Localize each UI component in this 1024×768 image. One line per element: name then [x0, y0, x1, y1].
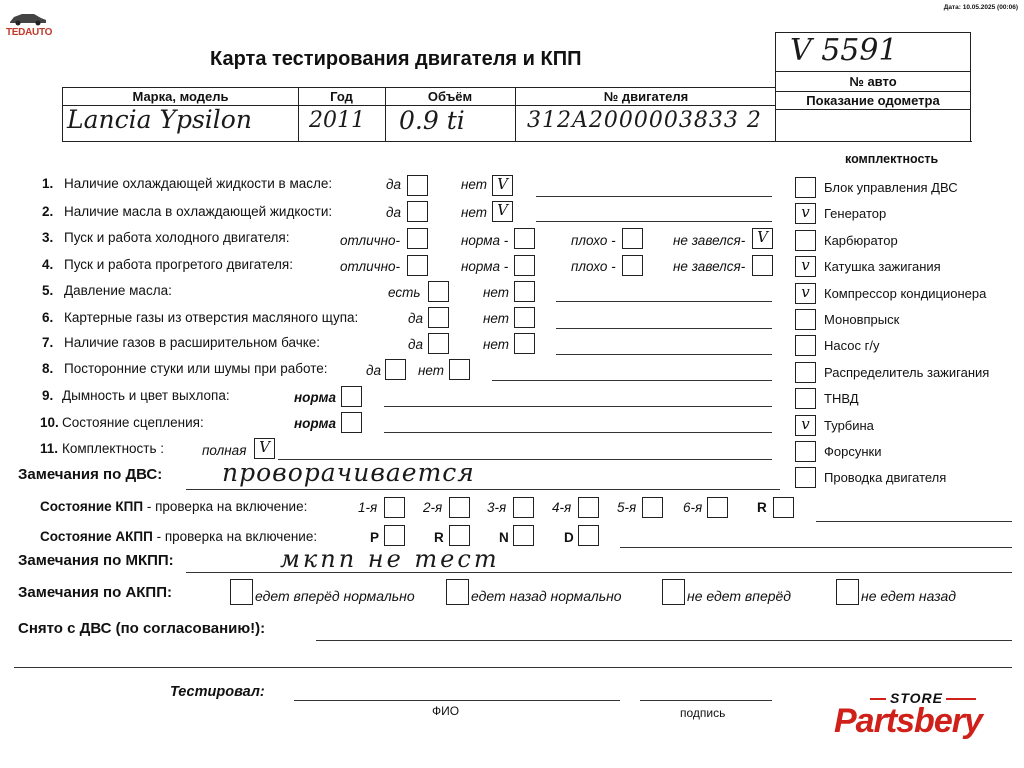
- store-word: STORE: [890, 690, 943, 706]
- remarks-akpp-label: Замечания по АКПП:: [18, 584, 172, 601]
- completeness-item-label: ТНВД: [824, 391, 859, 407]
- completeness-checkbox[interactable]: [795, 362, 816, 383]
- q9-num: 9.: [42, 388, 54, 403]
- removed-label: Снято с ДВС (по согласованию!):: [18, 620, 266, 637]
- completeness-checkbox[interactable]: [795, 441, 816, 462]
- akpp-gear-label: D: [564, 530, 574, 545]
- volume-value: 0.9 ti: [399, 106, 465, 135]
- kpp-gear-label: 5-я: [617, 500, 637, 515]
- q2-no-label: нет: [461, 205, 488, 220]
- q4-num: 4.: [42, 257, 54, 272]
- completeness-checkbox[interactable]: [795, 388, 816, 409]
- kpp-gear-box[interactable]: [578, 497, 599, 518]
- completeness-checkbox[interactable]: [795, 177, 816, 198]
- akpp-gear-box[interactable]: [384, 525, 405, 546]
- q3-opt4-box[interactable]: V: [752, 228, 773, 249]
- completeness-item-label: Моновпрыск: [824, 312, 900, 327]
- remarks-dvs-value: проворачивается: [222, 458, 475, 487]
- q2-text: Наличие масла в охлаждающей жидкости:: [64, 204, 333, 219]
- q3-text: Пуск и работа холодного двигателя:: [64, 230, 290, 245]
- fio-label: ФИО: [432, 704, 460, 718]
- q8-yes-label: да: [366, 363, 381, 378]
- kpp-gear-box[interactable]: [773, 497, 794, 518]
- q9-opt-label: норма: [294, 390, 336, 405]
- remarks-mkpp-value: мкпп не тест: [280, 545, 500, 573]
- kpp-gear-box[interactable]: [513, 497, 534, 518]
- car-icon: [8, 10, 48, 26]
- q5-text: Давление масла:: [64, 283, 172, 298]
- akpp-remark-checkbox[interactable]: [446, 579, 469, 605]
- q3-opt4-label: не завелся-: [673, 233, 746, 248]
- q1-yes-label: да: [386, 177, 401, 192]
- q10-num: 10.: [40, 415, 59, 430]
- completeness-item-label: Проводка двигателя: [824, 470, 947, 486]
- q3-num: 3.: [42, 230, 54, 245]
- q1-yes-box[interactable]: [407, 175, 428, 196]
- completeness-item-label: Блок управления ДВС: [824, 180, 958, 195]
- completeness-checkbox[interactable]: v: [795, 415, 816, 436]
- kpp-gear-label: R: [757, 500, 767, 515]
- completeness-checkbox[interactable]: [795, 467, 816, 488]
- completeness-item-label: Насос г/у: [824, 338, 880, 354]
- kpp-gear-box[interactable]: [449, 497, 470, 518]
- auto-number-value: V 5591: [790, 33, 898, 68]
- tested-label: Тестировал:: [170, 684, 265, 700]
- q3-opt2-label: норма -: [461, 233, 509, 248]
- q6-text: Картерные газы из отверстия масляного щупа:: [64, 310, 359, 325]
- kpp-gear-label: 2-я: [423, 500, 443, 515]
- akpp-remark-label: едет вперёд нормально: [255, 588, 415, 604]
- akpp-suffix: - проверка на включение:: [156, 529, 318, 544]
- q2-no-box[interactable]: V: [492, 201, 513, 222]
- col-model: Марка, модель: [132, 89, 229, 104]
- q4-opt1-label: отлично-: [340, 259, 400, 274]
- q4-opt3-box[interactable]: [622, 255, 643, 276]
- auto-number-label: № авто: [849, 74, 897, 89]
- kpp-gear-label: 4-я: [552, 500, 572, 515]
- q10-text: Состояние сцепления:: [62, 415, 204, 430]
- q7-yes-label: да: [408, 337, 423, 352]
- completeness-checkbox[interactable]: [795, 309, 816, 330]
- akpp-gear-label: R: [434, 530, 444, 545]
- akpp-gear-box[interactable]: [449, 525, 470, 546]
- q7-no-label: нет: [483, 337, 510, 352]
- completeness-checkbox[interactable]: [795, 335, 816, 356]
- akpp-remark-label: не едет назад: [861, 588, 956, 604]
- remarks-mkpp-label: Замечания по МКПП:: [18, 552, 174, 569]
- q9-text: Дымность и цвет выхлопа:: [62, 388, 230, 403]
- q11-text: Комплектность :: [62, 441, 165, 456]
- akpp-label-row: [40, 529, 317, 544]
- q4-opt2-box[interactable]: [514, 255, 535, 276]
- akpp-gear-label: P: [370, 530, 380, 545]
- q6-no-label: нет: [483, 311, 510, 326]
- akpp-gear-box[interactable]: [578, 525, 599, 546]
- q7-text: Наличие газов в расширительном бачке:: [64, 335, 321, 350]
- q8-text: Посторонние стуки или шумы при работе:: [64, 361, 328, 376]
- q3-opt3-box[interactable]: [622, 228, 643, 249]
- brand-logo: [6, 10, 53, 40]
- q2-yes-label: да: [386, 205, 401, 220]
- q11-num: 11.: [40, 441, 59, 456]
- q8-num: 8.: [42, 361, 54, 376]
- q4-opt4-label: не завелся-: [673, 259, 746, 274]
- q4-opt4-box[interactable]: [752, 255, 773, 276]
- akpp-gear-box[interactable]: [513, 525, 534, 546]
- kpp-gear-label: 6-я: [683, 500, 703, 515]
- q4-opt1-box[interactable]: [407, 255, 428, 276]
- akpp-remark-checkbox[interactable]: [836, 579, 859, 605]
- q3-opt3-label: плохо -: [571, 233, 616, 248]
- q7-num: 7.: [42, 335, 54, 350]
- page-title: Карта тестирования двигателя и КПП: [210, 48, 582, 70]
- q3-opt1-label: отлично-: [340, 233, 400, 248]
- q10-opt-label: норма: [294, 416, 336, 431]
- completeness-item-label: Распределитель зажигания: [824, 364, 990, 380]
- q5-no-box[interactable]: [514, 281, 535, 302]
- auto-number-box: [775, 32, 971, 142]
- q3-opt2-box[interactable]: [514, 228, 535, 249]
- q1-num: 1.: [42, 176, 54, 191]
- completeness-item-label: Карбюратор: [824, 232, 898, 248]
- brand-logo-text: TEDAUTO: [6, 27, 53, 38]
- year-value: 2011: [309, 108, 365, 133]
- q1-no-box[interactable]: V: [492, 175, 513, 196]
- kpp-gear-box[interactable]: [642, 497, 663, 518]
- completeness-item-label: Форсунки: [824, 444, 882, 459]
- completeness-checkbox[interactable]: v: [795, 283, 816, 304]
- akpp-remark-checkbox[interactable]: [230, 579, 253, 605]
- akpp-remark-label: едет назад нормально: [471, 588, 622, 604]
- q10-opt-box[interactable]: [341, 412, 362, 433]
- q6-yes-label: да: [408, 311, 423, 326]
- q8-yes-box[interactable]: [385, 359, 406, 380]
- store-name: [834, 702, 982, 741]
- q9-opt-box[interactable]: [341, 386, 362, 407]
- q2-yes-box[interactable]: [407, 201, 428, 222]
- akpp-label: Состояние АКПП: [40, 529, 153, 544]
- q5-yes-label: есть: [388, 285, 421, 300]
- model-value: Lancia Ypsilon: [67, 105, 252, 134]
- q6-num: 6.: [42, 310, 54, 325]
- kpp-suffix: - проверка на включение:: [146, 499, 308, 514]
- sign-label: подпись: [680, 706, 726, 720]
- q1-no-label: нет: [461, 177, 488, 192]
- kpp-label: Состояние КПП: [40, 499, 144, 514]
- q8-no-box[interactable]: [449, 359, 470, 380]
- q5-no-label: нет: [483, 285, 510, 300]
- col-year: Год: [330, 89, 353, 104]
- q8-no-label: нет: [418, 363, 445, 378]
- kpp-label-row: [40, 499, 307, 514]
- kpp-gear-label: 3-я: [487, 500, 507, 515]
- engine-no-value: 312A2000003833 2: [527, 108, 762, 133]
- q4-text: Пуск и работа прогретого двигателя:: [64, 257, 293, 272]
- completeness-checkbox[interactable]: [795, 230, 816, 251]
- vehicle-table: [62, 87, 776, 142]
- q4-opt2-label: норма -: [461, 259, 509, 274]
- q7-yes-box[interactable]: [428, 333, 449, 354]
- q3-opt1-box[interactable]: [407, 228, 428, 249]
- q7-no-box[interactable]: [514, 333, 535, 354]
- q1-text: Наличие охлаждающей жидкости в масле:: [64, 176, 333, 191]
- col-engine-no: № двигателя: [603, 89, 689, 104]
- q5-num: 5.: [42, 283, 54, 298]
- remarks-dvs-label: Замечания по ДВС:: [18, 466, 163, 483]
- akpp-remark-label: не едет вперёд: [687, 588, 792, 604]
- completeness-item-label: Генератор: [824, 206, 887, 222]
- q11-opt-box[interactable]: V: [254, 438, 275, 459]
- q5-yes-box[interactable]: [428, 281, 449, 302]
- q2-num: 2.: [42, 204, 54, 219]
- completeness-item-label: Катушка зажигания: [824, 259, 941, 275]
- kpp-gear-box[interactable]: [707, 497, 728, 518]
- q6-no-box[interactable]: [514, 307, 535, 328]
- store-name-text: Partsbery: [834, 702, 982, 740]
- completeness-checkbox[interactable]: v: [795, 203, 816, 224]
- akpp-remark-checkbox[interactable]: [662, 579, 685, 605]
- col-volume: Объём: [427, 89, 473, 104]
- q11-opt-label: полная: [202, 443, 247, 458]
- completeness-item-label: Компрессор кондиционера: [824, 285, 987, 301]
- odometer-label: Показание одометра: [806, 93, 940, 108]
- print-date: Дата: 10.05.2025 (00:06): [943, 4, 1018, 11]
- kpp-gear-label: 1-я: [358, 500, 378, 515]
- q4-opt3-label: плохо -: [571, 259, 616, 274]
- completeness-checkbox[interactable]: v: [795, 256, 816, 277]
- q6-yes-box[interactable]: [428, 307, 449, 328]
- kpp-gear-box[interactable]: [384, 497, 405, 518]
- store-logo: [834, 690, 1014, 750]
- completeness-item-label: Турбина: [824, 417, 874, 433]
- akpp-gear-label: N: [499, 530, 509, 545]
- completeness-title: комплектность: [845, 152, 939, 166]
